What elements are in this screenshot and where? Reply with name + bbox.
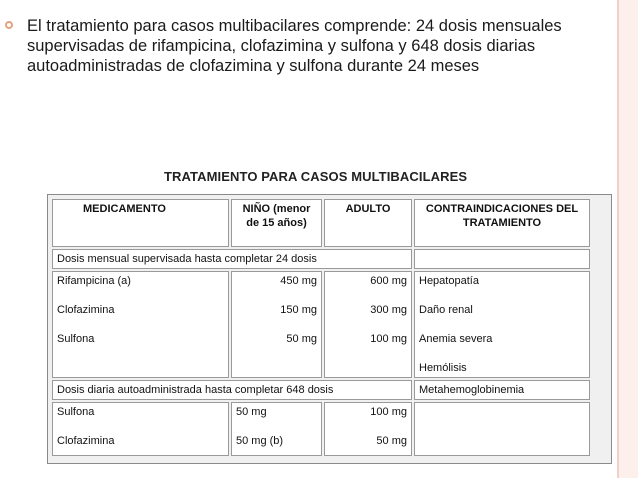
section2-drugs-row (52, 402, 590, 456)
treatment-table (50, 197, 592, 458)
drug-name: Sulfona (57, 333, 95, 345)
section1-label-row (52, 249, 590, 269)
contraindication: Daño renal (419, 304, 473, 316)
drug-name: Rifampicina (a) (57, 275, 131, 287)
section1-contra-cell (414, 271, 590, 378)
adulto-dose: 50 mg (376, 435, 407, 447)
section1-nino-cell (231, 271, 322, 378)
treatment-table-frame (47, 194, 612, 464)
nino-dose: 450 mg (280, 275, 317, 287)
contraindication: Anemia severa (419, 333, 493, 345)
bullet-circle-icon (5, 21, 13, 29)
section2-nino-cell (231, 402, 322, 456)
section2-label-row (52, 380, 590, 400)
slide-side-band (619, 0, 638, 478)
drug-name: Clofazimina (57, 435, 115, 447)
header-medicamento: MEDICAMENTO (52, 199, 229, 247)
section1-drug-cell (52, 271, 229, 378)
section1-label-empty (414, 249, 590, 269)
nino-dose: 50 mg (286, 333, 317, 345)
bullet-text: El tratamiento para casos multibacilares comprende: 24 dosis mensuales supervisadas de rifampicina, clofazimina y sulfona y 648 dosis diarias autoadministradas de clofazimina y sulfona durante 24 meses (27, 17, 562, 75)
adulto-dose: 600 mg (370, 275, 407, 287)
nino-dose: 50 mg (b) (236, 435, 284, 447)
adulto-dose: 100 mg (370, 406, 407, 418)
adulto-dose: 300 mg (370, 304, 407, 316)
nino-dose: 150 mg (280, 304, 317, 316)
header-nino: NIÑO (menor de 15 años) (231, 199, 322, 247)
header-adulto: ADULTO (324, 199, 412, 247)
contraindication: Hemólisis (419, 362, 467, 374)
section1-drugs-row (52, 271, 590, 378)
section2-contraindication: Metahemoglobinemia (414, 380, 590, 400)
nino-dose: 50 mg (236, 406, 267, 418)
section2-adulto-cell (324, 402, 412, 456)
contraindication: Hepatopatía (419, 275, 479, 287)
section2-drug-cell (52, 402, 229, 456)
table-header-row (52, 199, 590, 247)
drug-name: Clofazimina (57, 304, 115, 316)
section2-label: Dosis diaria autoadministrada hasta completar 648 dosis (52, 380, 412, 400)
section1-adulto-cell (324, 271, 412, 378)
drug-name: Sulfona (57, 406, 95, 418)
adulto-dose: 100 mg (370, 333, 407, 345)
section1-label: Dosis mensual supervisada hasta completar 24 dosis (52, 249, 412, 269)
header-contraindicaciones: CONTRAINDICACIONES DEL TRATAMIENTO (414, 199, 590, 247)
table-title: TRATAMIENTO PARA CASOS MULTIBACILARES (164, 169, 468, 184)
section2-contra-empty (414, 402, 590, 456)
